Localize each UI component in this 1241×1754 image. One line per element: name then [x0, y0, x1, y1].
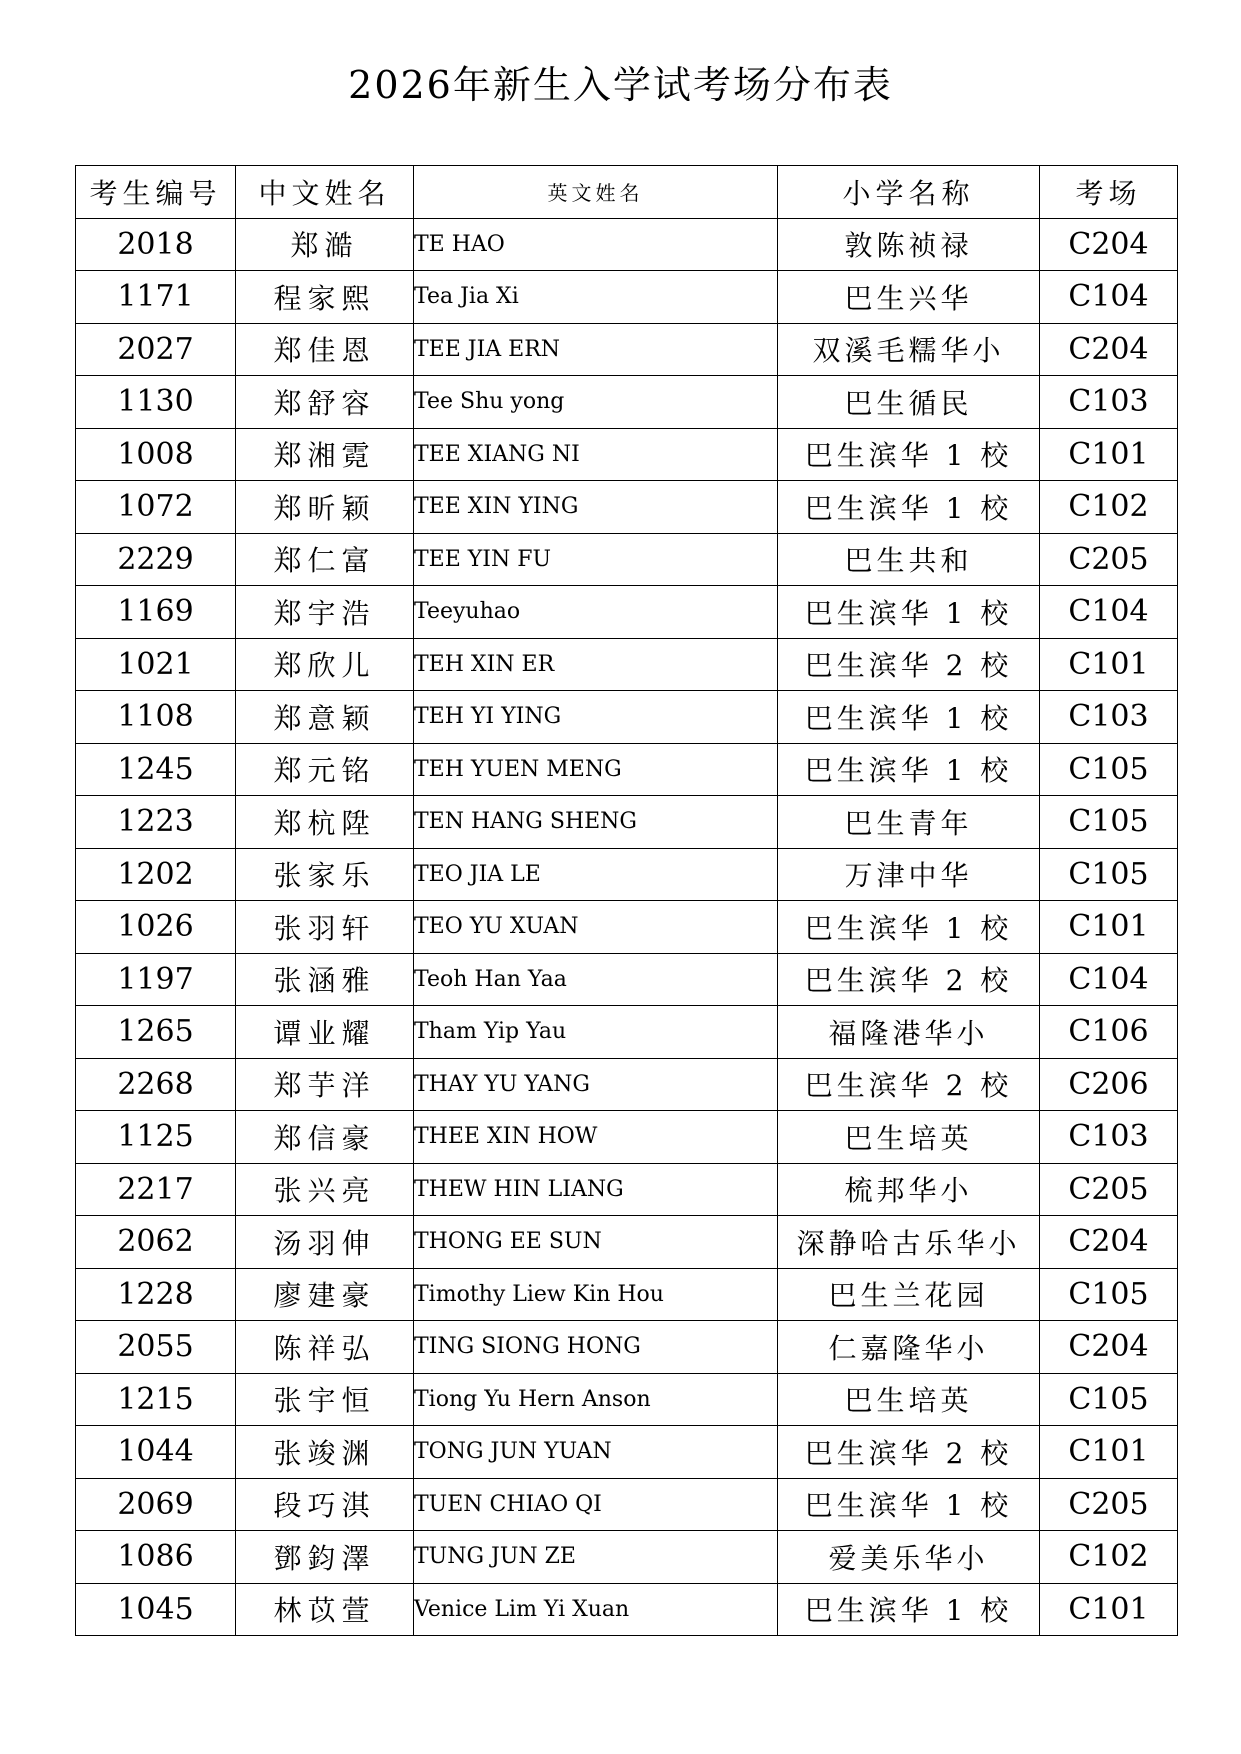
primary-school-cell: 深静哈古乐华小 [778, 1216, 1040, 1269]
student-id-cell: 2229 [76, 533, 236, 586]
table-row [76, 1373, 1178, 1426]
chinese-name-cell: 郑湘霓 [236, 428, 414, 481]
english-name-cell: THONG EE SUN [414, 1216, 778, 1269]
student-id-cell: 2069 [76, 1478, 236, 1531]
chinese-name-cell: 谭业耀 [236, 1006, 414, 1059]
english-name-cell: Timothy Liew Kin Hou [414, 1268, 778, 1321]
student-id-cell: 1072 [76, 481, 236, 534]
chinese-name-cell: 张宇恒 [236, 1373, 414, 1426]
chinese-name-cell: 张涵雅 [236, 953, 414, 1006]
primary-school-cell: 巴生滨华 1 校 [778, 691, 1040, 744]
student-id-cell: 1125 [76, 1111, 236, 1164]
exam-room-cell: C204 [1040, 1321, 1178, 1374]
table-row [76, 796, 1178, 849]
exam-room-cell: C104 [1040, 271, 1178, 324]
table-row [76, 1531, 1178, 1584]
table-row [76, 901, 1178, 954]
exam-room-cell: C204 [1040, 1216, 1178, 1269]
table-row [76, 638, 1178, 691]
student-id-cell: 1169 [76, 586, 236, 639]
primary-school-cell: 巴生滨华 1 校 [778, 1478, 1040, 1531]
exam-room-cell: C204 [1040, 218, 1178, 271]
chinese-name-cell: 郑元铭 [236, 743, 414, 796]
english-name-cell: Teeyuhao [414, 586, 778, 639]
english-name-cell: TUNG JUN ZE [414, 1531, 778, 1584]
chinese-name-cell: 郑舒容 [236, 376, 414, 429]
primary-school-cell: 巴生滨华 1 校 [778, 481, 1040, 534]
table-row [76, 481, 1178, 534]
student-id-cell: 1045 [76, 1583, 236, 1636]
exam-room-cell: C105 [1040, 1373, 1178, 1426]
table-body [76, 218, 1178, 1636]
table-row [76, 586, 1178, 639]
student-id-cell: 1245 [76, 743, 236, 796]
primary-school-cell: 双溪毛糯华小 [778, 323, 1040, 376]
chinese-name-cell: 郑澔 [236, 218, 414, 271]
student-id-cell: 2018 [76, 218, 236, 271]
english-name-cell: THEW HIN LIANG [414, 1163, 778, 1216]
primary-school-cell: 巴生滨华 1 校 [778, 901, 1040, 954]
primary-school-cell: 巴生培英 [778, 1111, 1040, 1164]
exam-room-cell: C102 [1040, 481, 1178, 534]
student-id-cell: 1197 [76, 953, 236, 1006]
chinese-name-cell: 张羽轩 [236, 901, 414, 954]
exam-room-cell: C101 [1040, 1426, 1178, 1479]
column-header-en-name: 英文姓名 [414, 166, 778, 219]
primary-school-cell: 巴生青年 [778, 796, 1040, 849]
chinese-name-cell: 张兴亮 [236, 1163, 414, 1216]
exam-room-cell: C106 [1040, 1006, 1178, 1059]
exam-room-cell: C205 [1040, 1478, 1178, 1531]
english-name-cell: TEO YU XUAN [414, 901, 778, 954]
chinese-name-cell: 郑信豪 [236, 1111, 414, 1164]
english-name-cell: TEE XIN YING [414, 481, 778, 534]
english-name-cell: TEE JIA ERN [414, 323, 778, 376]
table-row [76, 1111, 1178, 1164]
exam-room-cell: C105 [1040, 1268, 1178, 1321]
english-name-cell: TUEN CHIAO QI [414, 1478, 778, 1531]
primary-school-cell: 梳邦华小 [778, 1163, 1040, 1216]
primary-school-cell: 巴生滨华 2 校 [778, 1426, 1040, 1479]
primary-school-cell: 巴生滨华 1 校 [778, 586, 1040, 639]
student-id-cell: 2062 [76, 1216, 236, 1269]
student-id-cell: 2027 [76, 323, 236, 376]
primary-school-cell: 万津中华 [778, 848, 1040, 901]
english-name-cell: TEN HANG SHENG [414, 796, 778, 849]
student-id-cell: 1223 [76, 796, 236, 849]
student-id-cell: 1086 [76, 1531, 236, 1584]
table-row [76, 953, 1178, 1006]
table-row [76, 1216, 1178, 1269]
student-id-cell: 1202 [76, 848, 236, 901]
table-row [76, 533, 1178, 586]
chinese-name-cell: 郑佳恩 [236, 323, 414, 376]
page-title: 2026年新生入学试考场分布表 [348, 63, 893, 107]
student-id-cell: 1228 [76, 1268, 236, 1321]
primary-school-cell: 仁嘉隆华小 [778, 1321, 1040, 1374]
english-name-cell: TONG JUN YUAN [414, 1426, 778, 1479]
student-id-cell: 1108 [76, 691, 236, 744]
exam-room-cell: C102 [1040, 1531, 1178, 1584]
exam-room-cell: C205 [1040, 1163, 1178, 1216]
english-name-cell: Teoh Han Yaa [414, 953, 778, 1006]
primary-school-cell: 巴生培英 [778, 1373, 1040, 1426]
exam-room-cell: C103 [1040, 376, 1178, 429]
student-id-cell: 1044 [76, 1426, 236, 1479]
table-row [76, 271, 1178, 324]
student-id-cell: 1008 [76, 428, 236, 481]
primary-school-cell: 巴生兴华 [778, 271, 1040, 324]
exam-room-cell: C103 [1040, 1111, 1178, 1164]
primary-school-cell: 福隆港华小 [778, 1006, 1040, 1059]
english-name-cell: TEE XIANG NI [414, 428, 778, 481]
english-name-cell: Tee Shu yong [414, 376, 778, 429]
table-row [76, 1321, 1178, 1374]
primary-school-cell: 巴生滨华 2 校 [778, 1058, 1040, 1111]
student-id-cell: 1265 [76, 1006, 236, 1059]
column-header-id: 考生编号 [76, 166, 236, 219]
english-name-cell: Tiong Yu Hern Anson [414, 1373, 778, 1426]
column-header-school: 小学名称 [778, 166, 1040, 219]
chinese-name-cell: 张家乐 [236, 848, 414, 901]
exam-room-cell: C105 [1040, 796, 1178, 849]
table-row [76, 428, 1178, 481]
chinese-name-cell: 程家熙 [236, 271, 414, 324]
table-row [76, 1006, 1178, 1059]
exam-room-cell: C104 [1040, 953, 1178, 1006]
primary-school-cell: 巴生滨华 2 校 [778, 638, 1040, 691]
student-id-cell: 1171 [76, 271, 236, 324]
english-name-cell: Venice Lim Yi Xuan [414, 1583, 778, 1636]
chinese-name-cell: 郑昕颖 [236, 481, 414, 534]
chinese-name-cell: 郑意颖 [236, 691, 414, 744]
student-id-cell: 2268 [76, 1058, 236, 1111]
chinese-name-cell: 郑宇浩 [236, 586, 414, 639]
exam-room-cell: C105 [1040, 848, 1178, 901]
exam-room-cell: C101 [1040, 638, 1178, 691]
exam-room-cell: C204 [1040, 323, 1178, 376]
table-row [76, 218, 1178, 271]
primary-school-cell: 巴生滨华 2 校 [778, 953, 1040, 1006]
column-header-cn-name: 中文姓名 [236, 166, 414, 219]
english-name-cell: TE HAO [414, 218, 778, 271]
english-name-cell: TEH YUEN MENG [414, 743, 778, 796]
table-row [76, 848, 1178, 901]
chinese-name-cell: 段巧淇 [236, 1478, 414, 1531]
chinese-name-cell: 郑欣儿 [236, 638, 414, 691]
table-row [76, 323, 1178, 376]
exam-room-cell: C105 [1040, 743, 1178, 796]
column-header-room: 考场 [1040, 166, 1178, 219]
chinese-name-cell: 郑杭陞 [236, 796, 414, 849]
primary-school-cell: 巴生滨华 1 校 [778, 1583, 1040, 1636]
english-name-cell: THEE XIN HOW [414, 1111, 778, 1164]
primary-school-cell: 巴生滨华 1 校 [778, 743, 1040, 796]
chinese-name-cell: 汤羽伸 [236, 1216, 414, 1269]
table-row [76, 743, 1178, 796]
exam-room-cell: C104 [1040, 586, 1178, 639]
table-row [76, 1268, 1178, 1321]
table-header-row [76, 166, 1178, 219]
student-id-cell: 1026 [76, 901, 236, 954]
english-name-cell: TING SIONG HONG [414, 1321, 778, 1374]
chinese-name-cell: 张竣渊 [236, 1426, 414, 1479]
english-name-cell: TEO JIA LE [414, 848, 778, 901]
exam-room-cell: C103 [1040, 691, 1178, 744]
exam-room-table [75, 165, 1178, 1636]
primary-school-cell: 敦陈祯禄 [778, 218, 1040, 271]
english-name-cell: THAY YU YANG [414, 1058, 778, 1111]
table-row [76, 1478, 1178, 1531]
table-row [76, 1058, 1178, 1111]
exam-room-cell: C101 [1040, 428, 1178, 481]
exam-room-cell: C205 [1040, 533, 1178, 586]
english-name-cell: Tea Jia Xi [414, 271, 778, 324]
student-id-cell: 2217 [76, 1163, 236, 1216]
student-id-cell: 1130 [76, 376, 236, 429]
primary-school-cell: 巴生共和 [778, 533, 1040, 586]
student-id-cell: 2055 [76, 1321, 236, 1374]
chinese-name-cell: 林苡萱 [236, 1583, 414, 1636]
chinese-name-cell: 陈祥弘 [236, 1321, 414, 1374]
chinese-name-cell: 廖建豪 [236, 1268, 414, 1321]
chinese-name-cell: 鄧鈞澤 [236, 1531, 414, 1584]
chinese-name-cell: 郑仁富 [236, 533, 414, 586]
english-name-cell: TEH YI YING [414, 691, 778, 744]
exam-room-cell: C101 [1040, 901, 1178, 954]
primary-school-cell: 巴生循民 [778, 376, 1040, 429]
english-name-cell: Tham Yip Yau [414, 1006, 778, 1059]
table-row [76, 1583, 1178, 1636]
table-row [76, 1426, 1178, 1479]
chinese-name-cell: 郑芋洋 [236, 1058, 414, 1111]
primary-school-cell: 爱美乐华小 [778, 1531, 1040, 1584]
primary-school-cell: 巴生兰花园 [778, 1268, 1040, 1321]
table-row [76, 376, 1178, 429]
exam-room-cell: C206 [1040, 1058, 1178, 1111]
student-id-cell: 1215 [76, 1373, 236, 1426]
english-name-cell: TEE YIN FU [414, 533, 778, 586]
table-row [76, 1163, 1178, 1216]
table-row [76, 691, 1178, 744]
student-id-cell: 1021 [76, 638, 236, 691]
english-name-cell: TEH XIN ER [414, 638, 778, 691]
exam-room-cell: C101 [1040, 1583, 1178, 1636]
primary-school-cell: 巴生滨华 1 校 [778, 428, 1040, 481]
